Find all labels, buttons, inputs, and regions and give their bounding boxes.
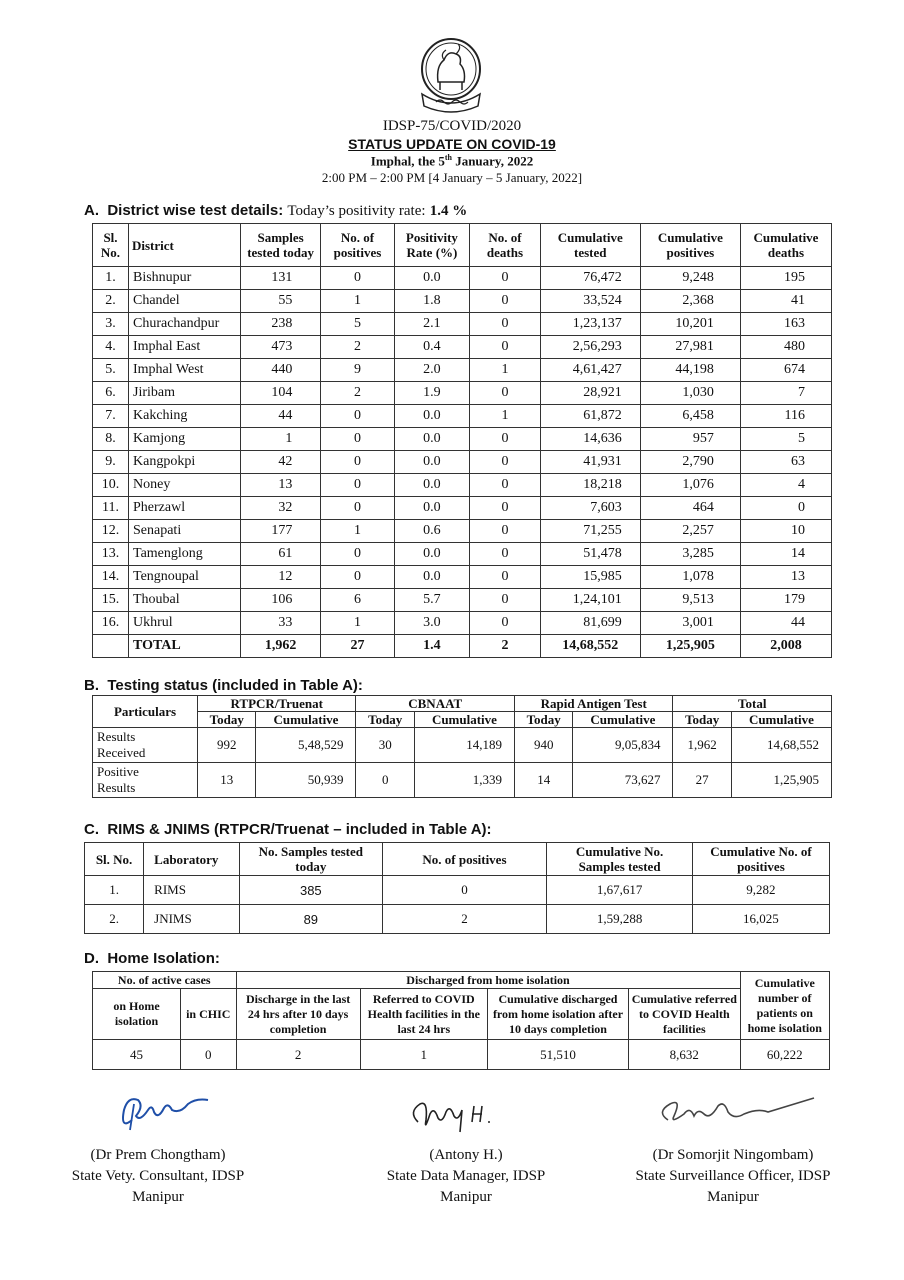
table-cell: 0 bbox=[356, 763, 414, 798]
table-cell: 44 bbox=[740, 612, 831, 635]
sub-header: Today bbox=[514, 712, 572, 728]
district-name: Churachandpur bbox=[129, 313, 241, 336]
column-header: No. of positives bbox=[382, 843, 547, 876]
table-cell: 464 bbox=[640, 497, 740, 520]
signatory-2 bbox=[356, 1145, 576, 1208]
table-cell: 238 bbox=[240, 313, 321, 336]
total-cell: TOTAL bbox=[129, 635, 241, 658]
table-cell: 1,339 bbox=[414, 763, 514, 798]
table-cell: 10. bbox=[93, 474, 129, 497]
table-cell: 42 bbox=[240, 451, 321, 474]
table-cell: 13 bbox=[740, 566, 831, 589]
table-row bbox=[93, 520, 832, 543]
sub-header: Cumulative bbox=[414, 712, 514, 728]
table-cell: 32 bbox=[240, 497, 321, 520]
table-cell: 2,56,293 bbox=[540, 336, 640, 359]
table-cell: 163 bbox=[740, 313, 831, 336]
cumulative-home-isolation-header: Cumulative number of patients on home isolation bbox=[740, 972, 829, 1040]
signatory-place: Manipur bbox=[132, 1189, 184, 1205]
table-cell: 0.0 bbox=[394, 566, 470, 589]
table-cell: 0 bbox=[321, 267, 394, 290]
table-cell: 1 bbox=[321, 520, 394, 543]
table-cell: 7. bbox=[93, 405, 129, 428]
table-cell: 104 bbox=[240, 382, 321, 405]
table-cell: 116 bbox=[740, 405, 831, 428]
table-cell: 63 bbox=[740, 451, 831, 474]
table-row bbox=[93, 382, 832, 405]
table-cell: 14 bbox=[740, 543, 831, 566]
table-cell: 6 bbox=[321, 589, 394, 612]
table-cell: 992 bbox=[198, 728, 256, 763]
total-cell: 1.4 bbox=[394, 635, 470, 658]
table-cell: 106 bbox=[240, 589, 321, 612]
table-cell: 0 bbox=[470, 520, 540, 543]
column-header: Cumulative tested bbox=[540, 224, 640, 267]
table-row bbox=[93, 566, 832, 589]
table-cell: 8. bbox=[93, 428, 129, 451]
section-d-heading: D. Home Isolation: bbox=[84, 950, 220, 967]
section-c-heading: C. RIMS & JNIMS (RTPCR/Truenat – included in Table A): bbox=[84, 821, 492, 838]
table-cell: 0.0 bbox=[394, 428, 470, 451]
table-cell: 1,078 bbox=[640, 566, 740, 589]
table-cell: 11. bbox=[93, 497, 129, 520]
table-cell: 0 bbox=[470, 290, 540, 313]
table-cell: 0 bbox=[470, 428, 540, 451]
table-cell: 55 bbox=[240, 290, 321, 313]
total-row bbox=[93, 635, 832, 658]
column-header: Cumulative discharged from home isolation after 10 days completion bbox=[487, 989, 628, 1040]
table-cell: 18,218 bbox=[540, 474, 640, 497]
table-cell: 4. bbox=[93, 336, 129, 359]
table-cell: 2. bbox=[93, 290, 129, 313]
table-cell: 15. bbox=[93, 589, 129, 612]
table-cell: 60,222 bbox=[740, 1040, 829, 1070]
table-cell: 0.0 bbox=[394, 405, 470, 428]
table-cell: 6. bbox=[93, 382, 129, 405]
table-cell: 1,59,288 bbox=[547, 905, 693, 934]
table-row bbox=[93, 728, 832, 763]
table-cell: 0 bbox=[180, 1040, 236, 1070]
table-cell: 1.8 bbox=[394, 290, 470, 313]
signatory-name: (Dr Prem Chongtham) bbox=[90, 1147, 226, 1163]
reporting-period: 2:00 PM – 2:00 PM [4 January – 5 January, 2022] bbox=[321, 170, 583, 185]
table-cell: 0 bbox=[470, 313, 540, 336]
column-header: Samples tested today bbox=[240, 224, 321, 267]
district-name: Imphal West bbox=[129, 359, 241, 382]
table-cell: 14,68,552 bbox=[731, 728, 831, 763]
table-cell: 2.0 bbox=[394, 359, 470, 382]
laboratory-name: RIMS bbox=[144, 876, 240, 905]
column-header: Laboratory bbox=[144, 843, 240, 876]
table-cell: 2 bbox=[382, 905, 547, 934]
table-cell: 27 bbox=[673, 763, 731, 798]
table-row bbox=[93, 405, 832, 428]
district-name: Kakching bbox=[129, 405, 241, 428]
sub-header: Cumulative bbox=[256, 712, 356, 728]
sub-header: Today bbox=[356, 712, 414, 728]
group-header: Total bbox=[673, 696, 832, 712]
row-label-line: Results bbox=[97, 780, 136, 795]
table-cell: 16,025 bbox=[692, 905, 829, 934]
table-row bbox=[93, 451, 832, 474]
table-cell: 0 bbox=[321, 497, 394, 520]
total-cell: 2 bbox=[470, 635, 540, 658]
column-header: Cumulative positives bbox=[640, 224, 740, 267]
table-cell: 12 bbox=[240, 566, 321, 589]
table-cell: 0.0 bbox=[394, 267, 470, 290]
column-header: Sl. No. bbox=[93, 224, 129, 267]
table-cell: 0.6 bbox=[394, 520, 470, 543]
signatory-name: (Antony H.) bbox=[429, 1147, 503, 1163]
particulars-header: Particulars bbox=[93, 696, 198, 728]
column-header: No. of positives bbox=[321, 224, 394, 267]
group-header: RTPCR/Truenat bbox=[198, 696, 356, 712]
active-cases-header: No. of active cases bbox=[93, 972, 237, 989]
sub-header: Today bbox=[673, 712, 731, 728]
document-title: STATUS UPDATE ON COVID-19 bbox=[348, 136, 556, 152]
row-label-line: Received bbox=[97, 745, 146, 760]
table-cell: 1. bbox=[85, 876, 144, 905]
table-cell: 957 bbox=[640, 428, 740, 451]
column-header: Cumulative deaths bbox=[740, 224, 831, 267]
table-cell: 7 bbox=[740, 382, 831, 405]
table-cell: 1,67,617 bbox=[547, 876, 693, 905]
table-cell: 480 bbox=[740, 336, 831, 359]
sub-header: Cumulative bbox=[731, 712, 831, 728]
table-cell: 2,790 bbox=[640, 451, 740, 474]
table-cell: 5. bbox=[93, 359, 129, 382]
table-cell: 81,699 bbox=[540, 612, 640, 635]
table-cell: 473 bbox=[240, 336, 321, 359]
table-cell: 440 bbox=[240, 359, 321, 382]
table-cell: 0 bbox=[321, 566, 394, 589]
signatory-place: Manipur bbox=[707, 1189, 759, 1205]
table-cell: 28,921 bbox=[540, 382, 640, 405]
table-cell: 0 bbox=[470, 566, 540, 589]
table-cell: 5.7 bbox=[394, 589, 470, 612]
total-cell bbox=[93, 635, 129, 658]
district-name: Noney bbox=[129, 474, 241, 497]
table-cell: 3,001 bbox=[640, 612, 740, 635]
table-cell: 9. bbox=[93, 451, 129, 474]
table-cell: 4 bbox=[740, 474, 831, 497]
district-name: Tamenglong bbox=[129, 543, 241, 566]
table-cell: 14,189 bbox=[414, 728, 514, 763]
signatory-1 bbox=[40, 1145, 276, 1208]
section-b-heading: B. Testing status (included in Table A): bbox=[84, 677, 363, 694]
table-cell: 0 bbox=[470, 589, 540, 612]
table-row bbox=[93, 313, 832, 336]
district-name: Ukhrul bbox=[129, 612, 241, 635]
total-cell: 1,962 bbox=[240, 635, 321, 658]
table-cell: 1 bbox=[240, 428, 321, 451]
table-cell: 89 bbox=[240, 905, 383, 934]
table-cell: 0 bbox=[470, 336, 540, 359]
district-name: Chandel bbox=[129, 290, 241, 313]
column-header: Referred to COVID Health facilities in the last 24 hrs bbox=[360, 989, 487, 1040]
table-cell: 0 bbox=[470, 451, 540, 474]
table-cell: 13 bbox=[240, 474, 321, 497]
table-cell: 940 bbox=[514, 728, 572, 763]
table-row bbox=[85, 876, 830, 905]
table-cell: 27,981 bbox=[640, 336, 740, 359]
table-cell: 0 bbox=[470, 267, 540, 290]
signatory-name: (Dr Somorjit Ningombam) bbox=[652, 1147, 814, 1163]
laboratory-name: JNIMS bbox=[144, 905, 240, 934]
table-cell: 41,931 bbox=[540, 451, 640, 474]
home-isolation-table bbox=[92, 971, 830, 1070]
row-label-line: Positive bbox=[97, 764, 139, 779]
table-cell: 1.9 bbox=[394, 382, 470, 405]
table-row bbox=[93, 290, 832, 313]
table-row bbox=[93, 763, 832, 798]
district-name: Thoubal bbox=[129, 589, 241, 612]
table-cell: 2 bbox=[321, 382, 394, 405]
row-label bbox=[93, 728, 198, 763]
total-cell: 27 bbox=[321, 635, 394, 658]
table-cell: 61 bbox=[240, 543, 321, 566]
table-cell: 12. bbox=[93, 520, 129, 543]
column-header: No. of deaths bbox=[470, 224, 540, 267]
table-cell: 1 bbox=[470, 359, 540, 382]
table-cell: 51,510 bbox=[487, 1040, 628, 1070]
table-cell: 0 bbox=[470, 474, 540, 497]
table-row bbox=[93, 543, 832, 566]
table-cell: 1 bbox=[360, 1040, 487, 1070]
column-header: on Home isolation bbox=[93, 989, 181, 1040]
table-row bbox=[93, 474, 832, 497]
table-cell: 9,513 bbox=[640, 589, 740, 612]
document-date: Imphal, the 5th January, 2022 bbox=[370, 153, 534, 169]
row-label-line: Results bbox=[97, 729, 136, 744]
table-cell: 7,603 bbox=[540, 497, 640, 520]
table-row bbox=[85, 905, 830, 934]
table-cell: 131 bbox=[240, 267, 321, 290]
signatory-role: State Vety. Consultant, IDSP bbox=[71, 1168, 245, 1184]
district-name: Senapati bbox=[129, 520, 241, 543]
table-cell: 1 bbox=[321, 612, 394, 635]
table-cell: 61,872 bbox=[540, 405, 640, 428]
table-row bbox=[93, 359, 832, 382]
table-cell: 1. bbox=[93, 267, 129, 290]
table-cell: 9,05,834 bbox=[573, 728, 673, 763]
table-cell: 0.0 bbox=[394, 451, 470, 474]
row-label bbox=[93, 763, 198, 798]
table-cell: 1,24,101 bbox=[540, 589, 640, 612]
table-cell: 51,478 bbox=[540, 543, 640, 566]
table-cell: 3.0 bbox=[394, 612, 470, 635]
table-cell: 2,368 bbox=[640, 290, 740, 313]
table-row bbox=[93, 589, 832, 612]
table-row bbox=[93, 336, 832, 359]
table-cell: 2 bbox=[236, 1040, 360, 1070]
table-cell: 9,248 bbox=[640, 267, 740, 290]
table-cell: 0 bbox=[321, 543, 394, 566]
table-cell: 45 bbox=[93, 1040, 181, 1070]
table-cell: 13. bbox=[93, 543, 129, 566]
table-cell: 71,255 bbox=[540, 520, 640, 543]
table-row bbox=[93, 497, 832, 520]
table-cell: 674 bbox=[740, 359, 831, 382]
total-cell: 2,008 bbox=[740, 635, 831, 658]
table-cell: 1 bbox=[470, 405, 540, 428]
table-cell: 179 bbox=[740, 589, 831, 612]
rims-jnims-table bbox=[84, 842, 830, 934]
section-a-heading: A. District wise test details: Today’s positivity rate: 1.4 % bbox=[84, 202, 468, 219]
table-row bbox=[93, 267, 832, 290]
table-cell: 2 bbox=[321, 336, 394, 359]
table-cell: 0 bbox=[321, 405, 394, 428]
table-cell: 33,524 bbox=[540, 290, 640, 313]
signatory-3 bbox=[610, 1145, 856, 1208]
table-cell: 177 bbox=[240, 520, 321, 543]
table-cell: 41 bbox=[740, 290, 831, 313]
district-name: Tengnoupal bbox=[129, 566, 241, 589]
state-emblem-icon bbox=[418, 36, 484, 114]
table-cell: 8,632 bbox=[629, 1040, 740, 1070]
testing-status-table bbox=[92, 695, 832, 798]
table-cell: 2.1 bbox=[394, 313, 470, 336]
table-cell: 13 bbox=[198, 763, 256, 798]
column-header: Discharge in the last 24 hrs after 10 days completion bbox=[236, 989, 360, 1040]
column-header: Sl. No. bbox=[85, 843, 144, 876]
column-header: District bbox=[129, 224, 241, 267]
table-cell: 9,282 bbox=[692, 876, 829, 905]
table-cell: 0.0 bbox=[394, 497, 470, 520]
district-name: Imphal East bbox=[129, 336, 241, 359]
table-cell: 1,25,905 bbox=[731, 763, 831, 798]
sub-header: Today bbox=[198, 712, 256, 728]
table-cell: 14. bbox=[93, 566, 129, 589]
table-cell: 195 bbox=[740, 267, 831, 290]
table-cell: 9 bbox=[321, 359, 394, 382]
district-name: Jiribam bbox=[129, 382, 241, 405]
table-cell: 30 bbox=[356, 728, 414, 763]
discharged-header: Discharged from home isolation bbox=[236, 972, 740, 989]
district-name: Pherzawl bbox=[129, 497, 241, 520]
table-cell: 44 bbox=[240, 405, 321, 428]
column-header: Cumulative No. of positives bbox=[692, 843, 829, 876]
table-cell: 1,23,137 bbox=[540, 313, 640, 336]
sub-header: Cumulative bbox=[573, 712, 673, 728]
total-cell: 14,68,552 bbox=[540, 635, 640, 658]
table-cell: 3,285 bbox=[640, 543, 740, 566]
table-cell: 5 bbox=[321, 313, 394, 336]
table-cell: 15,985 bbox=[540, 566, 640, 589]
table-cell: 0.0 bbox=[394, 543, 470, 566]
table-cell: 0 bbox=[321, 474, 394, 497]
table-cell: 6,458 bbox=[640, 405, 740, 428]
table-cell: 0 bbox=[470, 382, 540, 405]
table-cell: 0 bbox=[470, 543, 540, 566]
table-cell: 5 bbox=[740, 428, 831, 451]
table-cell: 1,962 bbox=[673, 728, 731, 763]
table-cell: 50,939 bbox=[256, 763, 356, 798]
table-cell: 0 bbox=[470, 612, 540, 635]
table-cell: 1,076 bbox=[640, 474, 740, 497]
table-cell: 14,636 bbox=[540, 428, 640, 451]
table-cell: 16. bbox=[93, 612, 129, 635]
table-cell: 3. bbox=[93, 313, 129, 336]
table-cell: 33 bbox=[240, 612, 321, 635]
column-header: Cumulative No. Samples tested bbox=[547, 843, 693, 876]
table-cell: 76,472 bbox=[540, 267, 640, 290]
table-cell: 2. bbox=[85, 905, 144, 934]
column-header: Cumulative referred to COVID Health facilities bbox=[629, 989, 740, 1040]
table-row bbox=[93, 428, 832, 451]
table-row bbox=[93, 612, 832, 635]
total-cell: 1,25,905 bbox=[640, 635, 740, 658]
table-cell: 0 bbox=[321, 451, 394, 474]
table-cell: 73,627 bbox=[573, 763, 673, 798]
table-cell: 4,61,427 bbox=[540, 359, 640, 382]
group-header: Rapid Antigen Test bbox=[514, 696, 672, 712]
district-name: Kamjong bbox=[129, 428, 241, 451]
signature-somorjit-ningombam bbox=[648, 1090, 818, 1132]
table-cell: 44,198 bbox=[640, 359, 740, 382]
table-cell: 0 bbox=[321, 428, 394, 451]
group-header: CBNAAT bbox=[356, 696, 514, 712]
district-test-table bbox=[92, 223, 832, 658]
signatory-role: State Surveillance Officer, IDSP bbox=[635, 1168, 831, 1184]
table-cell: 5,48,529 bbox=[256, 728, 356, 763]
table-cell: 1 bbox=[321, 290, 394, 313]
district-name: Bishnupur bbox=[129, 267, 241, 290]
signature-prem-chongtham bbox=[110, 1090, 220, 1134]
table-cell: 10,201 bbox=[640, 313, 740, 336]
table-cell: 0.4 bbox=[394, 336, 470, 359]
table-cell: 0.0 bbox=[394, 474, 470, 497]
signature-antony-h bbox=[400, 1092, 510, 1138]
signatory-role: State Data Manager, IDSP bbox=[386, 1168, 546, 1184]
table-cell: 2,257 bbox=[640, 520, 740, 543]
column-header: Positivity Rate (%) bbox=[394, 224, 470, 267]
table-cell: 0 bbox=[470, 497, 540, 520]
table-cell: 0 bbox=[382, 876, 547, 905]
table-cell: 14 bbox=[514, 763, 572, 798]
table-cell: 0 bbox=[740, 497, 831, 520]
table-cell: 385 bbox=[240, 876, 383, 905]
district-name: Kangpokpi bbox=[129, 451, 241, 474]
document-reference: IDSP-75/COVID/2020 bbox=[382, 118, 522, 134]
table-cell: 1,030 bbox=[640, 382, 740, 405]
signatory-place: Manipur bbox=[440, 1189, 492, 1205]
column-header: in CHIC bbox=[180, 989, 236, 1040]
table-cell: 10 bbox=[740, 520, 831, 543]
column-header: No. Samples tested today bbox=[240, 843, 383, 876]
